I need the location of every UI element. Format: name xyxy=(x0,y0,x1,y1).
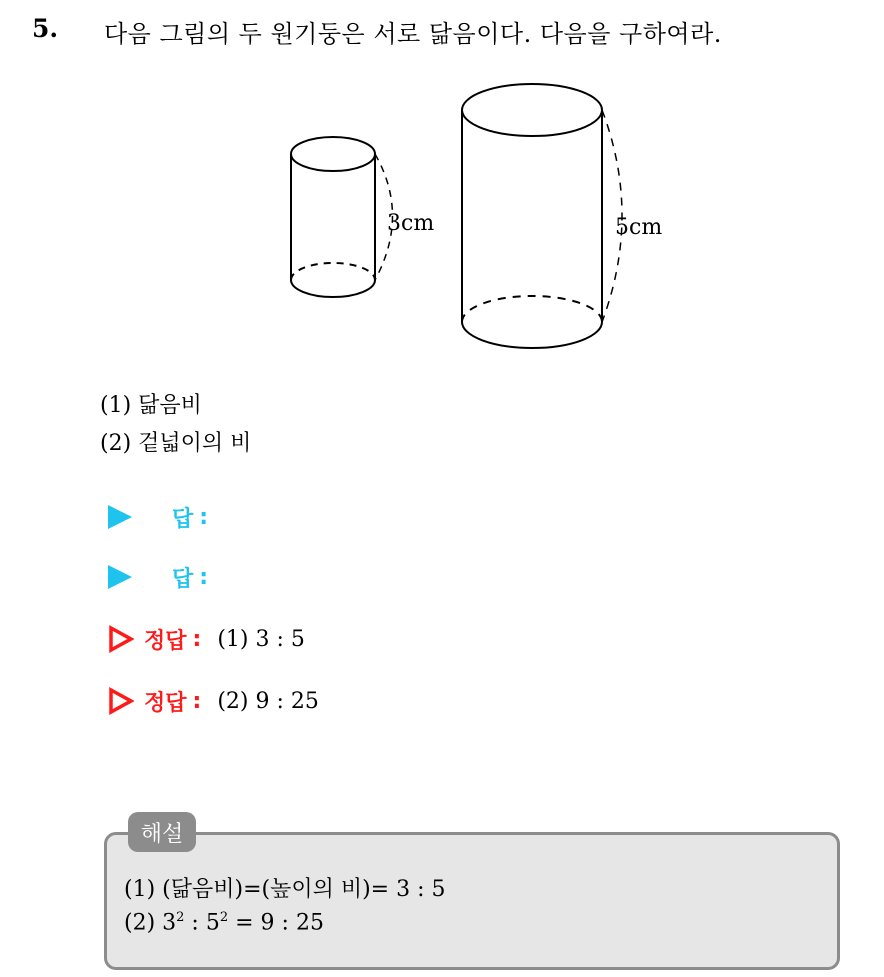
exponent: 2 xyxy=(176,910,185,925)
explanation-tab: 해설 xyxy=(128,812,196,852)
answer-colon: : xyxy=(199,564,209,590)
outline-arrow-icon xyxy=(108,687,134,715)
explanation-line-2-mid: : 5 xyxy=(184,910,220,936)
small-height-label: 3cm xyxy=(387,211,435,236)
explanation-line-2 xyxy=(124,910,324,935)
small-cylinder xyxy=(291,137,393,297)
correct-colon: : xyxy=(192,626,202,652)
correct-label: 정답 xyxy=(144,690,187,716)
question-number: 5. xyxy=(32,14,59,43)
answer-blank-1 xyxy=(108,500,208,534)
explanation-line-1: (1) (닮음비)=(높이의 비)= 3 : 5 xyxy=(124,877,446,902)
correct-value: (2) 9 : 25 xyxy=(217,688,319,714)
correct-answer-1 xyxy=(108,622,305,656)
correct-value: (1) 3 : 5 xyxy=(217,626,305,652)
correct-colon: : xyxy=(192,688,202,714)
answer-colon: : xyxy=(199,504,209,530)
play-arrow-icon xyxy=(108,565,132,589)
subquestion-1: (1) 닮음비 xyxy=(100,393,202,418)
explanation-line-2-suffix: = 9 : 25 xyxy=(228,910,324,936)
question-text: 다음 그림의 두 원기둥은 서로 닮음이다. 다음을 구하여라. xyxy=(104,20,722,48)
subquestion-2: (2) 겉넓이의 비 xyxy=(100,431,252,456)
play-arrow-icon xyxy=(108,505,132,529)
exponent: 2 xyxy=(219,910,229,925)
answer-blank-2 xyxy=(108,560,208,594)
correct-label: 정답 xyxy=(144,628,187,654)
large-cylinder xyxy=(462,84,622,348)
answer-label: 답 xyxy=(172,506,194,532)
outline-arrow-icon xyxy=(108,625,134,653)
correct-answer-2 xyxy=(108,684,319,718)
answer-label: 답 xyxy=(172,566,194,592)
cylinders-figure xyxy=(280,80,700,360)
explanation-line-2-prefix: (2) 3 xyxy=(124,910,177,936)
large-height-label: 5cm xyxy=(615,215,663,240)
